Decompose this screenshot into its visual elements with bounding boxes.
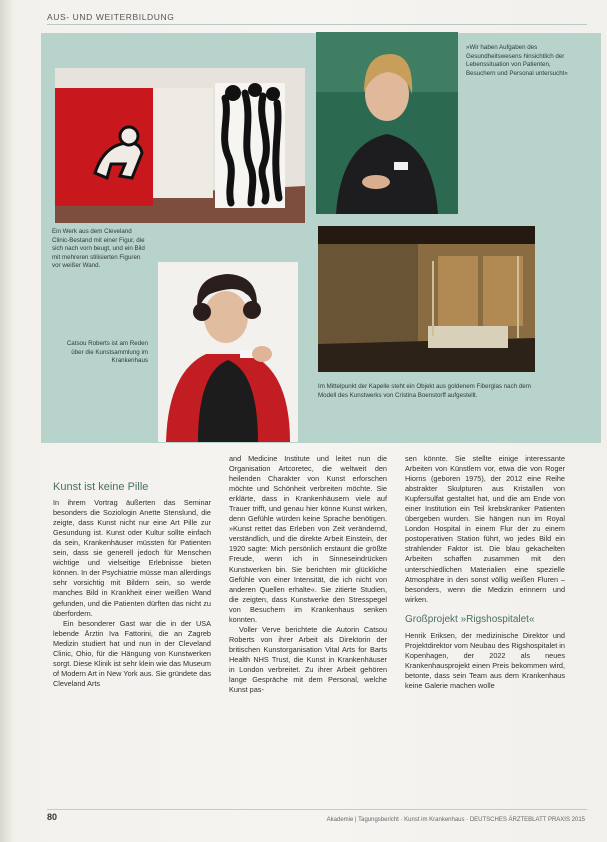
header-rule — [47, 24, 587, 25]
paragraph: Voller Verve berichtete die Autorin Catsou Roberts von ihrer Arbeit als Direktorin der britischen Kunstorganisation Vital Arts for Barts Health NHS Trust, die Kunst in Krankenhäuser in London verbreitet. Zu ihrer Arbeit gehören lange Gespräche mit dem Personal, welche Kunst pas- — [229, 624, 387, 695]
speaker-image-2 — [158, 262, 298, 442]
photo-chapel-interior — [318, 226, 535, 372]
photo-gallery-artworks — [55, 68, 305, 223]
paragraph: and Medicine Institute und leitet nun die Organisation Artcoretec, die weltweit den heilenden Charakter von Kunst erforschen möchte und Schönheit verbreiten möchte. Sie erklärte, dass in Krankenhäusern viele auf Trauer trifft, und genau hier könne Kunst wirken, denn Gefühle würden keine Sprache benötigen. »Kunst rettet das Erleben von Zeit verändernd, verständlich, und die direkte Arbeit Einstein, der 1920 sagte: Mich persönlich erstaunt die größte Freude, wenn ich in Sinneseindrücken Kunstwerken bin. Sie berichten mir glückliche Gefühle von einer Intensität, die ich nicht von anderen Quellen erhalte«. Sie zitierte Studien, die zeigten, dass Kunstwerke den Stresspegel von Besuchern im Krankenhaus senken konnten. — [229, 454, 387, 624]
caption-chapel: Im Mittelpunkt der Kapelle steht ein Objekt aus goldenem Fiberglas nach dem Modell des Kunstwerks von Cristina Boenstorff aufgestellt. — [318, 383, 531, 399]
caption-catsou-roberts: Catsou Roberts ist am Reden über die Kunstsammlung im Krankenhaus — [66, 340, 148, 365]
caption-speaker-1: »Wir haben Aufgaben des Gesundheitswesens hinsichtlich der Lebenssituation von Patienten, Besuchern und Personal untersucht« — [466, 44, 568, 77]
chapel-image — [318, 226, 535, 372]
caption-artworks: Ein Werk aus dem Cleveland Clinic-Bestand mit einer Figur, die sich nach vorn beugt, und ein Bild mit mehreren stilisierten Figuren vor weißer Wand. — [52, 228, 145, 270]
photo-speaker-catsou-roberts — [158, 262, 298, 442]
paragraph: sen könnte. Sie stellte einige interessante Arbeiten von Künstlern vor, etwa die von Roger Hiorns (geboren 1975), der 2012 eine Reihe abstrakter Skulpturen aus Kristallen von Kupfersulfat gestaltet hat, und die am Ende von einer Institution ein Teil krebskranker Patienten übergeben wurden. Sie hängen nun im Royal London Hospital in einem Flur der zu einem postoperativen Station führt, wo jedes Bild ein strahlender Faktor ist. Die blau gekachelten Arbeiten schaffen zusammen mit den unterschiedlichen Materialien eine spezielle Atmosphäre in den sonst völlig weißen Fluren – besonders, wenn die Medizin erinnern und wirken. — [405, 454, 565, 604]
article-headline: Kunst ist keine Pille — [53, 481, 149, 493]
section-header: AUS- UND WEITERBILDUNG — [47, 12, 175, 22]
footer-rule — [47, 809, 587, 810]
subheading-rigshospitalet: Großprojekt »Rigshospitalet« — [405, 613, 535, 625]
paragraph: Henrik Eriksen, der medizinische Direktor und Projektdirektor vom Neubau des Rigshospitalet in Kopenhagen, der 2022 als neues Krankenhausprojekt einen Preis bekommen wird, betonte, dass sein Team aus dem Krankenhaus keine Galerie machen wolle — [405, 630, 565, 690]
article-column-1 — [53, 482, 211, 689]
page-number: 80 — [47, 812, 58, 822]
article-column-2 — [229, 454, 387, 695]
paragraph: In ihrem Vortrag äußerten das Seminar besonders die Soziologin Anette Stenslund, die zeigte, dass Kunst nicht nur eine Art Pille zur Gesundung ist. Kunst oder Kultur sollte einfach da sein, Krankenhäuser müssten für Patienten sein, dass sie generell jedoch für Menschen wichtige und vielseitige Erlebnisse bieten können. In der Psychiatrie müsse man allerdings sehr vorsichtig mit Bildern sein, so werde manches Bild in Krankheit einer weißen Wand gefunden, und die Patienten dürften das nicht zu überfordern. — [53, 498, 211, 618]
article-column-3 — [405, 454, 565, 691]
photo-speaker-woman-blonde — [316, 32, 458, 214]
paragraph: Ein besonderer Gast war die in der USA lebende Ärztin Iva Fattorini, die an Zagreb Medizin studiert hat und nun in der Cleveland Clinic, Ohio, für die Hängung von Kunstwerken sorgt. Diese Klinik ist sehr klein wie das Museum of Modern Art in New York aus. Sie gründete das Cleveland Arts — [53, 618, 211, 688]
footer-text: Akademie | Tagungsbericht · Kunst im Krankenhaus · DEUTSCHES ÄRZTEBLATT PRAXIS 2015 — [326, 817, 585, 823]
speaker-image-1 — [316, 32, 458, 214]
gallery-image — [55, 68, 305, 223]
